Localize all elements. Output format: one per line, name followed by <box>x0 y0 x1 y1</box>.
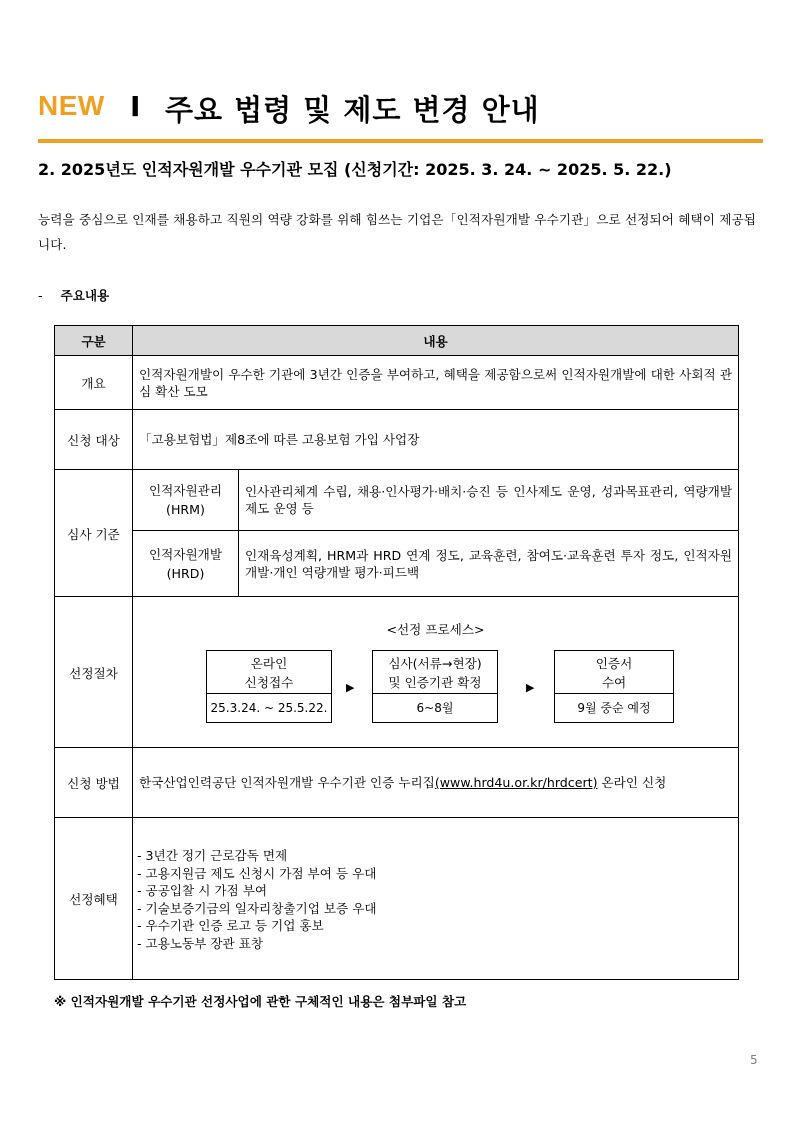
intro-paragraph: 능력을 중심으로 인재를 채용하고 직원의 역량 강화를 위해 힘쓰는 기업은「인적자원개발 우수기관」으로 선정되어 혜택이 제공됩니다. <box>38 212 756 252</box>
hrm-text: 인사관리체계 수립, 채용·인사평가·배치·승진 등 인사제도 운영, 성과목표관리, 역량개발 제도 운영 등 <box>239 470 739 531</box>
header-category: 구분 <box>55 326 133 356</box>
process-step-1 <box>206 650 332 723</box>
list-item: - 공공입찰 시 가점 부여 <box>137 883 268 898</box>
process-step-3 <box>554 650 674 723</box>
overview-text: 인적자원개발이 우수한 기관에 3년간 인증을 부여하고, 혜택을 제공함으로써 인적자원개발에 대한 사회적 관심 확산 도모 <box>133 356 739 410</box>
step-2-title: 심사(서류→현장) 및 인증기관 확정 <box>373 651 497 694</box>
procedure-label: 선정절차 <box>55 597 133 748</box>
list-item: - 기술보증기금의 일자리창출기업 보증 우대 <box>137 900 377 916</box>
method-text <box>133 748 739 818</box>
header-content: 내용 <box>133 326 739 356</box>
target-text: 「고용보험법」제8조에 따른 고용보험 가입 사업장 <box>133 410 739 470</box>
method-text-after: 온라인 신청 <box>597 775 667 790</box>
bullet-heading <box>38 285 109 304</box>
procedure-cell <box>133 597 739 748</box>
overview-label: 개요 <box>55 356 133 410</box>
page-title: 주요 법령 및 제도 변경 안내 <box>165 93 540 127</box>
header-separator: I <box>130 90 141 123</box>
header-divider <box>38 139 763 143</box>
list-item: - 3년간 정기 근로감독 면제 <box>137 848 288 863</box>
criteria-label: 심사 기준 <box>55 470 133 597</box>
list-item: - 우수기관 인증 로고 등 기업 홍보 <box>137 918 324 933</box>
step-1-title: 온라인 신청접수 <box>207 651 331 694</box>
method-label: 신청 방법 <box>55 748 133 818</box>
hrd-text: 인재육성계획, HRM과 HRD 연계 정도, 교육훈련, 참여도·교육훈련 투자 정도, 인적자원개발·개인 역량개발 평가·피드백 <box>239 531 739 597</box>
target-label: 신청 대상 <box>55 410 133 470</box>
process-step-2 <box>372 650 498 723</box>
list-item: - 고용노동부 장관 표창 <box>137 935 264 951</box>
bullet-label: 주요내용 <box>60 288 110 303</box>
table-header-row <box>55 326 739 356</box>
step-3-title: 인증서 수여 <box>555 651 673 694</box>
section-title: 2. 2025년도 인적자원개발 우수기관 모집 (신청기간: 2025. 3. 24. ~ 2025. 5. 22.) <box>38 160 672 179</box>
bullet-dash: - <box>38 288 43 303</box>
hrd-label: 인적자원개발 (HRD) <box>133 531 239 597</box>
benefits-label: 선정혜택 <box>55 818 133 980</box>
row-benefits <box>55 818 739 980</box>
row-method <box>55 748 739 818</box>
footnote: ※ 인적자원개발 우수기관 선정사업에 관한 구체적인 내용은 첨부파일 참고 <box>54 994 467 1009</box>
process-diagram <box>133 597 738 747</box>
page-header <box>38 86 762 142</box>
arrow-right-icon: ▶ <box>526 681 535 694</box>
benefits-list <box>133 818 739 980</box>
row-criteria-hrd <box>55 531 739 597</box>
row-procedure <box>55 597 739 748</box>
step-2-date: 6~8월 <box>416 701 454 715</box>
row-criteria-hrm <box>55 470 739 531</box>
step-3-date: 9월 중순 예정 <box>577 701 651 715</box>
process-title: <선정 프로세스> <box>386 622 485 637</box>
row-target <box>55 410 739 470</box>
row-overview <box>55 356 739 410</box>
step-1-date: 25.3.24. ~ 25.5.22. <box>210 701 328 715</box>
hrm-label: 인적자원관리 (HRM) <box>133 470 239 531</box>
new-badge: NEW <box>38 90 105 121</box>
arrow-right-icon: ▶ <box>346 681 355 694</box>
method-text-before: 한국산업인력공단 인적자원개발 우수기관 인증 누리집 <box>139 775 435 790</box>
hrd4u-link[interactable]: (www.hrd4u.or.kr/hrdcert) <box>434 775 598 790</box>
list-item: - 고용지원금 제도 신청시 가점 부여 등 우대 <box>137 865 377 881</box>
page-number: 5 <box>750 1053 758 1067</box>
info-table <box>54 325 739 980</box>
